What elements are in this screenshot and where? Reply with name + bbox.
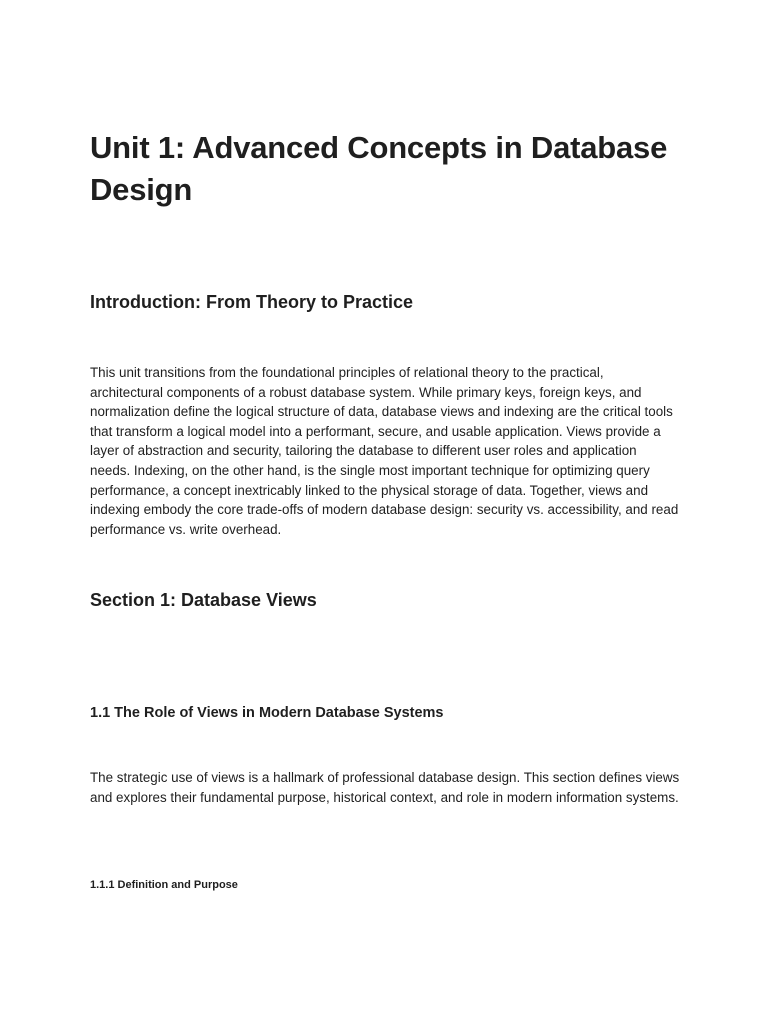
subsection-1-1-paragraph: The strategic use of views is a hallmark of professional database design. This section defines views and explores their fundamental purpose, historical context, and role in modern information systems.	[90, 770, 680, 805]
subsection-1-1-heading: 1.1 The Role of Views in Modern Database Systems	[90, 705, 444, 721]
introduction-paragraph: This unit transitions from the foundational principles of relational theory to the practical, architectural components of a robust database system. While primary keys, foreign keys, and normalization define the logical structure of data, database views and indexing are the critical tools that transform a logical model into a performant, secure, and usable application. Views provide a layer of abstraction and security, tailoring the database to different user roles and application needs. Indexing, on the other hand, is the single most important technique for optimizing query performance, a concept inextricably linked to the physical storage of data. Together, views and indexing embody the core trade-offs of modern database design: security vs. accessibility, and read performance vs. write overhead.	[90, 365, 679, 537]
unit-title: Unit 1: Advanced Concepts in Database Design	[90, 130, 668, 207]
section-1-heading: Section 1: Database Views	[90, 590, 317, 610]
subsubsection-1-1-1-heading: 1.1.1 Definition and Purpose	[90, 879, 238, 891]
introduction-heading: Introduction: From Theory to Practice	[90, 292, 414, 312]
